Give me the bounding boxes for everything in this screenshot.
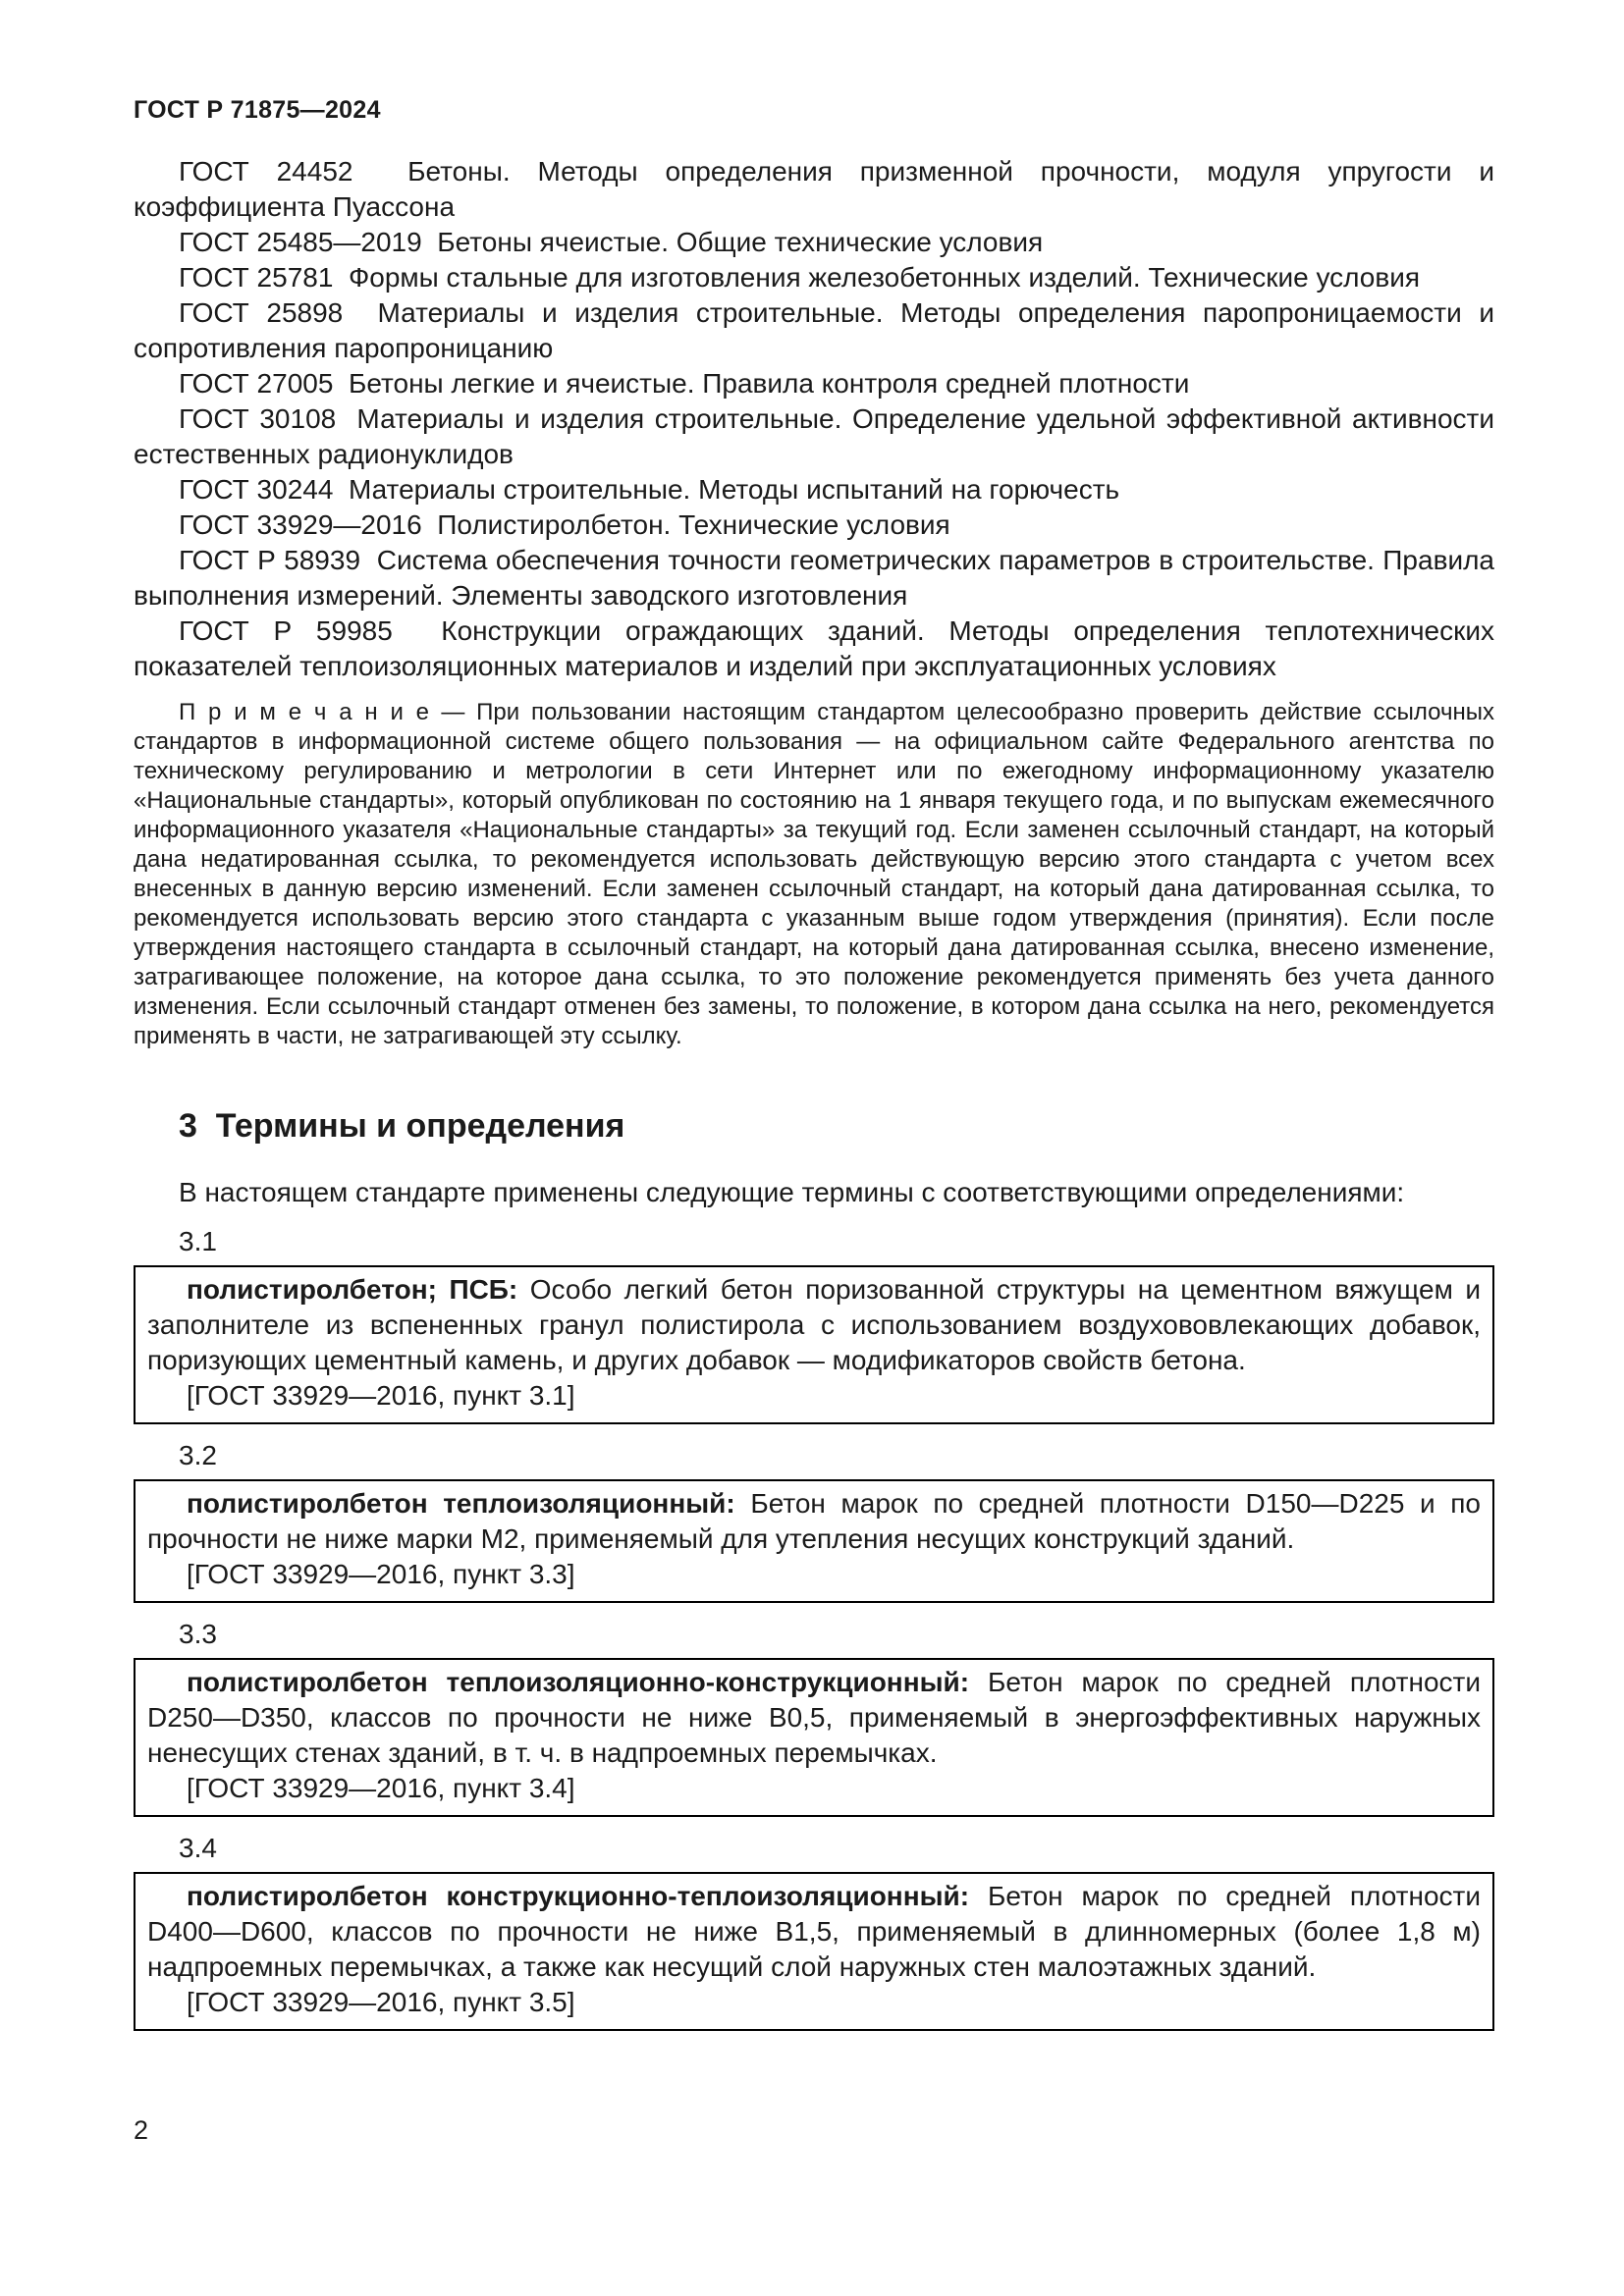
term-box: [134, 1658, 1494, 1817]
reference-item: ГОСТ Р 59985 Конструкции ограждающих зданий. Методы определения теплотехнических показателей теплоизоляционных материалов и изделий при эксплуатационных условиях: [134, 615, 1494, 681]
term-box: [134, 1872, 1494, 2031]
term-definition: Особо легкий бетон поризованной структуры на цементном вяжущем и заполнителе из вспененных гранул полистирола с использованием воздухововлекающих добавок, поризующих цементный камень, и других добавок — модификаторов свойств бетона.: [147, 1274, 1482, 1375]
term-number: 3.4: [179, 1833, 217, 1863]
term-definition-paragraph: [147, 1665, 1481, 1771]
reference-item: ГОСТ 30244 Материалы строительные. Методы испытаний на горючесть: [179, 474, 1120, 505]
note-text: — При пользовании настоящим стандартом целесообразно проверить действие ссылочных стандартов в информационной системе общего пользования — на официальном сайте Федерального агентства по техническому регулированию и метрологии в сети Интернет или по ежегодному информационному указателю «Национальные стандарты», который опубликован по состоянию на 1 января текущего года, и по выпускам ежемесячного информационного указателя «Национальные стандарты» за текущий год. Если заменен ссылочный стандарт, на который дана недатированная ссылка, то рекомендуется использовать действующую версию этого стандарта с учетом всех внесенных в данную версию изменений. Если заменен ссылочный стандарт, на который дана датированная ссылка, то рекомендуется использовать версию этого стандарта с указанным выше годом утверждения (принятия). Если после утверждения настоящего стандарта в ссылочный стандарт, на который дана датированная ссылка, внесено изменение, затрагивающее положение, на которое дана ссылка, то это положение рекомендуется применять без учета данного изменения. Если ссылочный стандарт отменен без замены, то положение, в котором дана ссылка на него, рекомендуется применять в части, не затрагивающей эту ссылку.: [134, 699, 1494, 1049]
running-header: ГОСТ Р 71875—2024: [134, 96, 381, 124]
section-heading: 3 Термины и определения: [179, 1107, 625, 1145]
term-title: полистиролбетон; ПСБ:: [187, 1274, 518, 1305]
term-definition: Бетон марок по средней плотности D250—D350, классов по прочности не ниже В0,5, применяемый в энергоэффективных наружных ненесущих стенах зданий, в т. ч. в надпроемных перемычках.: [147, 1667, 1481, 1768]
term-box: [134, 1265, 1494, 1424]
note-label: П р и м е ч а н и е: [179, 699, 430, 725]
term-source: [ГОСТ 33929—2016, пункт 3.4]: [187, 1773, 575, 1803]
term-definition-paragraph: [147, 1879, 1481, 1985]
reference-item: ГОСТ 25485—2019 Бетоны ячеистые. Общие технические условия: [179, 227, 1044, 257]
page-number: 2: [134, 2115, 149, 2145]
reference-item: ГОСТ 30108 Материалы и изделия строительные. Определение удельной эффективной активности естественных радионуклидов: [134, 403, 1494, 469]
term-definition-paragraph: [147, 1486, 1481, 1557]
reference-item: ГОСТ 33929—2016 Полистиролбетон. Технические условия: [179, 509, 950, 540]
term-number: 3.2: [179, 1440, 217, 1470]
term-box: [134, 1479, 1494, 1603]
reference-item: ГОСТ 25898 Материалы и изделия строительные. Методы определения паропроницаемости и сопротивления паропроницанию: [134, 297, 1494, 363]
term-number: 3.3: [179, 1619, 217, 1649]
term-title: полистиролбетон конструкционно-теплоизоляционный:: [187, 1881, 970, 1911]
term-source: [ГОСТ 33929—2016, пункт 3.1]: [187, 1380, 575, 1411]
term-source: [ГОСТ 33929—2016, пункт 3.5]: [187, 1987, 575, 2017]
term-definition: Бетон марок по средней плотности D150—D225 и по прочности не ниже марки М2, применяемый для утепления несущих конструкций зданий.: [147, 1488, 1482, 1554]
term-number: 3.1: [179, 1226, 217, 1256]
section-intro: В настоящем стандарте применены следующие термины с соответствующими определениями:: [179, 1177, 1405, 1207]
reference-item: ГОСТ 27005 Бетоны легкие и ячеистые. Правила контроля средней плотности: [179, 368, 1190, 399]
reference-item: ГОСТ Р 58939 Система обеспечения точности геометрических параметров в строительстве. Правила выполнения измерений. Элементы заводского изготовления: [134, 545, 1494, 611]
term-source: [ГОСТ 33929—2016, пункт 3.3]: [187, 1559, 575, 1589]
term-title: полистиролбетон теплоизоляционный:: [187, 1488, 735, 1519]
references-section: [134, 154, 1494, 684]
note-paragraph: [134, 698, 1494, 1051]
term-definition: Бетон марок по средней плотности D400—D600, классов по прочности не ниже В1,5, применяемый в длинномерных (более 1,8 м) надпроемных перемычках, а также как несущий слой наружных стен малоэтажных зданий.: [147, 1881, 1481, 1982]
reference-item: ГОСТ 24452 Бетоны. Методы определения призменной прочности, модуля упругости и коэффициента Пуассона: [134, 156, 1494, 222]
page-content: [134, 96, 1494, 2031]
reference-item: ГОСТ 25781 Формы стальные для изготовления железобетонных изделий. Технические условия: [179, 262, 1421, 293]
term-title: полистиролбетон теплоизоляционно-конструкционный:: [187, 1667, 970, 1697]
term-definition-paragraph: [147, 1272, 1481, 1378]
